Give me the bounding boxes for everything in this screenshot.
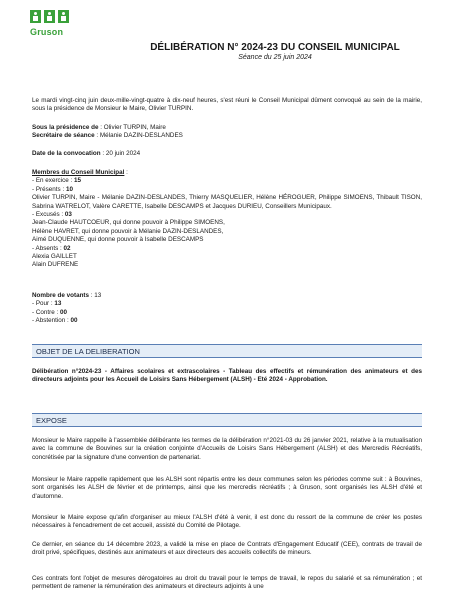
contre-count: 00 (60, 308, 68, 316)
abstention-count: 00 (70, 317, 78, 325)
votants-label: Nombre de votants (32, 292, 90, 299)
presidence-label: Sous la présidence de (32, 124, 99, 131)
objet-heading: OBJET DE LA DELIBERATION (32, 344, 422, 358)
secretaire-label: Secrétaire de séance (32, 132, 95, 139)
excuse-line: Jean-Claude HAUTCOEUR, qui donne pouvoir à Philippe SIMOENS, (32, 219, 225, 227)
expose-paragraph: Monsieur le Maire rappelle à l'assemblée délibérante les termes de la délibération n°2021-03 du 26 janvier 2021, relative à la mutualisation avec la commune de Bouvines sur la création conjointe d'Accueils de Loisirs Sans Hébergement (ALSH) et des Mercredis Récréatifs, concrétisée par la signature d'une convention de partenariat. (32, 437, 422, 461)
logo-icon (30, 10, 74, 23)
intro-paragraph: Le mardi vingt-cinq juin deux-mille-vingt-quatre à dix-neuf heures, s'est réuni le Conseil Municipal dûment convoqué au sein de la mairie, sous la présidence de Monsieur le Maire, Olivier TURPIN. (32, 97, 422, 113)
expose-paragraph: Ces contrats font l'objet de mesures dérogatoires au droit du travail pour le temps de travail, le repos du salarié et sa rémunération ; et permettent de ramener la rémunération des animateurs et directeurs adjoints à une (32, 575, 422, 591)
excuse-line: Aimé DUQUENNE, qui donne pouvoir à Isabelle DESCAMPS (32, 236, 204, 244)
presents-count: 10 (65, 185, 73, 193)
presidence-value: : Olivier TURPIN, Maire (98, 124, 166, 131)
expose-paragraph: Monsieur le Maire rappelle rapidement que les ALSH sont répartis entre les deux communes selon les périodes comme suit : à Bouvines, sont organisés les ALSH de février et de printemps, ainsi que les mercredis récréatifs ; à Gruson, sont organisés les ALSH d'été et d'automne. (32, 476, 422, 500)
excuses-count: 03 (64, 211, 72, 219)
secretaire-line (32, 132, 422, 140)
convocation-line (32, 150, 422, 158)
presents-names: Olivier TURPIN, Maire - Mélanie DAZIN-DESLANDES, Thierry MASQUELIER, Hélène HÉROGUER, Philippe SIMOENS, Thibault TISON, Sabrina WATRELOT, Valère CARETTE, Isabelle DESCAMPS et Jacques DURIEU, Conseillers Municipaux. (32, 194, 422, 210)
secretaire-value: : Mélanie DAZIN-DESLANDES (94, 132, 183, 139)
logo-text: Gruson (30, 27, 64, 37)
membres-label: Membres du Conseil Municipal (32, 169, 125, 176)
convocation-label: Date de la convocation (32, 150, 101, 157)
membres-block: Membres du Conseil Municipal : - En exercice : 15 - Présents : 10 Olivier TURPIN, Maire - Mélanie DAZIN-DESLANDES, Thierry MASQUELIER, Hélène HÉROGUER, Philippe SIMOENS, Thibault TISON, Sabrina WATRELOT, Valère CARETTE, Isabelle DESCAMPS et Jacques DURIEU, Conseillers Municipaux. - Excusés : 03 Jean-Claude HAUTCOEUR, qui donne pouvoir à Philippe SIMOENS, Hélène HAVRET, qui donne pouvoir à Mélanie DAZIN-DESLANDES, Aimé DUQUENNE, qui donne pouvoir à Isabelle DESCAMPS - Absents : 02 Alexia GAILLET Alain DUFRENE (32, 169, 422, 269)
absents-count: 02 (63, 244, 71, 252)
excuse-line: Hélène HAVRET, qui donne pouvoir à Mélanie DAZIN-DESLANDES, (32, 227, 224, 235)
objet-text: Délibération n°2024-23 - Affaires scolaires et extrascolaires - Tableau des effectifs et rémunération des animateurs et des directeurs adjoints pour les Accueil de Loisirs Sans Hébergement (ALSH) - Eté 2024 - Approbation. (32, 368, 422, 384)
expose-paragraph: Ce dernier, en séance du 14 décembre 2023, a validé la mise en place de Contrats d'Engagement Educatif (CEE), contrats de travail de droit privé, spécifiques, destinés aux animateurs et aux directeurs des accueils collectifs de mineurs. (32, 541, 422, 557)
expose-paragraph: Monsieur le Maire expose qu'afin d'organiser au mieux l'ALSH d'été à venir, il est donc du ressort de la commune de créer les postes nécessaires à l'encadrement de cet accueil, assisté du Comité de Pilotage. (32, 514, 422, 530)
convocation-value: : 20 juin 2024 (100, 150, 141, 157)
expose-heading: EXPOSE (32, 413, 422, 427)
document-title: DÉLIBÉRATION N° 2024-23 DU CONSEIL MUNICIPAL (150, 42, 400, 53)
pour-count: 13 (54, 300, 62, 308)
votants-block: Nombre de votants : 13 - Pour : 13 - Contre : 00 - Abstention : 00 (32, 292, 102, 325)
session-date: Séance du 25 juin 2024 (238, 54, 312, 61)
exercice-count: 15 (74, 177, 82, 185)
absent-line: Alexia GAILLET (32, 253, 77, 261)
absent-line: Alain DUFRENE (32, 261, 79, 269)
gruson-logo (30, 10, 74, 54)
